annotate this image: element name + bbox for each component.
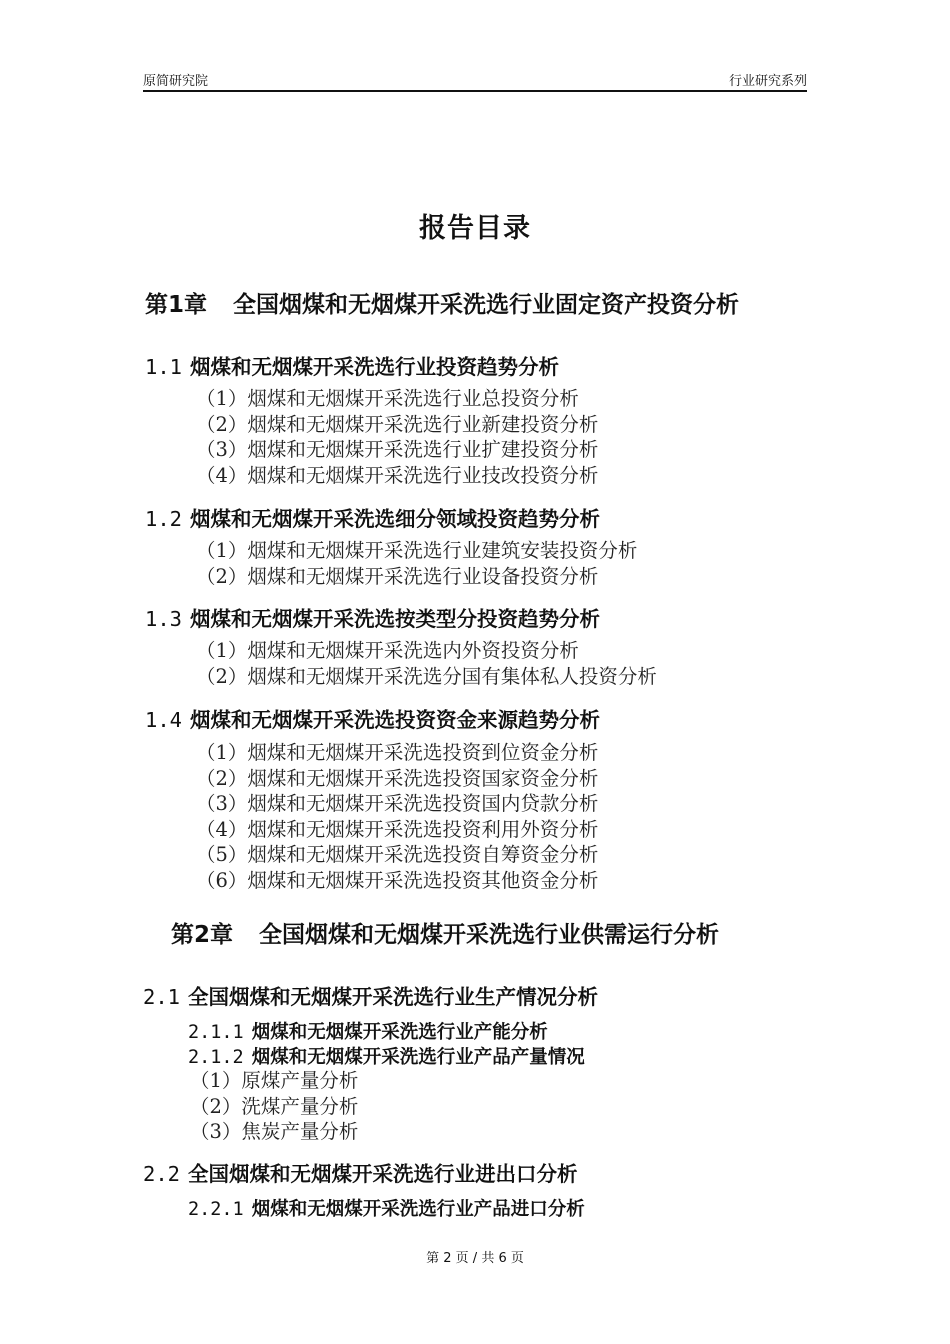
toc-item: （2）烟煤和无烟煤开采洗选行业新建投资分析 (196, 412, 599, 436)
toc-item: （6）烟煤和无烟煤开采洗选投资其他资金分析 (196, 868, 599, 892)
report-toc-title: 报告目录 (419, 213, 531, 244)
section-2-2-heading (143, 1157, 578, 1187)
toc-item: （2）烟煤和无烟煤开采洗选投资国家资金分析 (196, 766, 599, 790)
toc-item: （1）烟煤和无烟煤开采洗选行业总投资分析 (196, 387, 579, 410)
section-number: 2.2 (143, 1162, 181, 1186)
header-series-name: 行业研究系列 (728, 74, 807, 89)
chapter-title: 全国烟煤和无烟煤开采洗选行业固定资产投资分析 (233, 292, 740, 318)
toc-item: （1）烟煤和无烟煤开采洗选行业建筑安装投资分析 (196, 539, 638, 562)
subsection-title: 烟煤和无烟煤开采洗选行业产品产量情况 (251, 1047, 585, 1068)
toc-item: （1）原煤产量分析 (190, 1069, 359, 1092)
section-1-1-heading (145, 350, 559, 380)
subsection-title: 烟煤和无烟煤开采洗选行业产品进口分析 (251, 1199, 585, 1220)
subsection-2-1-2-heading (188, 1043, 585, 1069)
toc-item: （2）洗煤产量分析 (190, 1094, 359, 1118)
section-title: 烟煤和无烟煤开采洗选按类型分投资趋势分析 (190, 607, 601, 631)
toc-item: （1）烟煤和无烟煤开采洗选投资到位资金分析 (196, 741, 599, 764)
subsection-number: 2.2.1 (188, 1199, 244, 1220)
toc-item: （3）烟煤和无烟煤开采洗选投资国内贷款分析 (196, 792, 599, 815)
page-footer-page-number: 第 2 页 / 共 6 页 (426, 1251, 524, 1266)
section-number: 1.1 (145, 355, 183, 379)
section-number: 2.1 (143, 985, 181, 1009)
toc-item: （3）焦炭产量分析 (190, 1120, 359, 1143)
section-title: 全国烟煤和无烟煤开采洗选行业进出口分析 (188, 1162, 578, 1186)
subsection-2-2-1-heading (188, 1195, 585, 1221)
section-1-2-items (196, 538, 637, 589)
section-title: 烟煤和无烟煤开采洗选投资资金来源趋势分析 (190, 708, 601, 732)
toc-item: （4）烟煤和无烟煤开采洗选行业技改投资分析 (196, 463, 599, 487)
section-1-4-heading (145, 703, 600, 733)
subsection-number: 2.1.1 (188, 1022, 244, 1043)
section-title: 烟煤和无烟煤开采洗选行业投资趋势分析 (190, 355, 560, 379)
subsection-title: 烟煤和无烟煤开采洗选行业产能分析 (251, 1022, 548, 1043)
section-number: 1.3 (145, 607, 183, 631)
toc-item: （1）烟煤和无烟煤开采洗选内外资投资分析 (196, 639, 579, 662)
section-1-4-items (196, 740, 598, 893)
chapter-title: 全国烟煤和无烟煤开采洗选行业供需运行分析 (259, 922, 720, 948)
section-1-3-heading (145, 602, 600, 632)
toc-item: （4）烟煤和无烟煤开采洗选投资利用外资分析 (196, 817, 599, 841)
toc-item: （2）烟煤和无烟煤开采洗选分国有集体私人投资分析 (196, 664, 657, 688)
section-title: 全国烟煤和无烟煤开采洗选行业生产情况分析 (188, 985, 599, 1009)
section-number: 1.4 (145, 708, 183, 732)
chapter-1-heading (145, 286, 739, 319)
toc-item: （5）烟煤和无烟煤开采洗选投资自筹资金分析 (196, 843, 599, 866)
chapter-number: 第1章 (145, 292, 208, 318)
section-number: 1.2 (145, 507, 183, 531)
toc-item: （2）烟煤和无烟煤开采洗选行业设备投资分析 (196, 564, 599, 588)
section-1-1-items (196, 386, 598, 488)
subsection-2-1-1-heading (188, 1018, 548, 1044)
header-org-name: 原简研究院 (143, 74, 209, 89)
subsection-2-1-2-items (190, 1068, 358, 1145)
subsection-number: 2.1.2 (188, 1047, 244, 1068)
section-1-3-items (196, 638, 657, 689)
chapter-number: 第2章 (171, 922, 234, 948)
section-title: 烟煤和无烟煤开采洗选细分领域投资趋势分析 (190, 507, 601, 531)
chapter-2-heading (171, 916, 719, 949)
section-1-2-heading (145, 502, 600, 532)
toc-item: （3）烟煤和无烟煤开采洗选行业扩建投资分析 (196, 438, 599, 461)
section-2-1-heading (143, 980, 598, 1010)
page-header (143, 68, 807, 92)
